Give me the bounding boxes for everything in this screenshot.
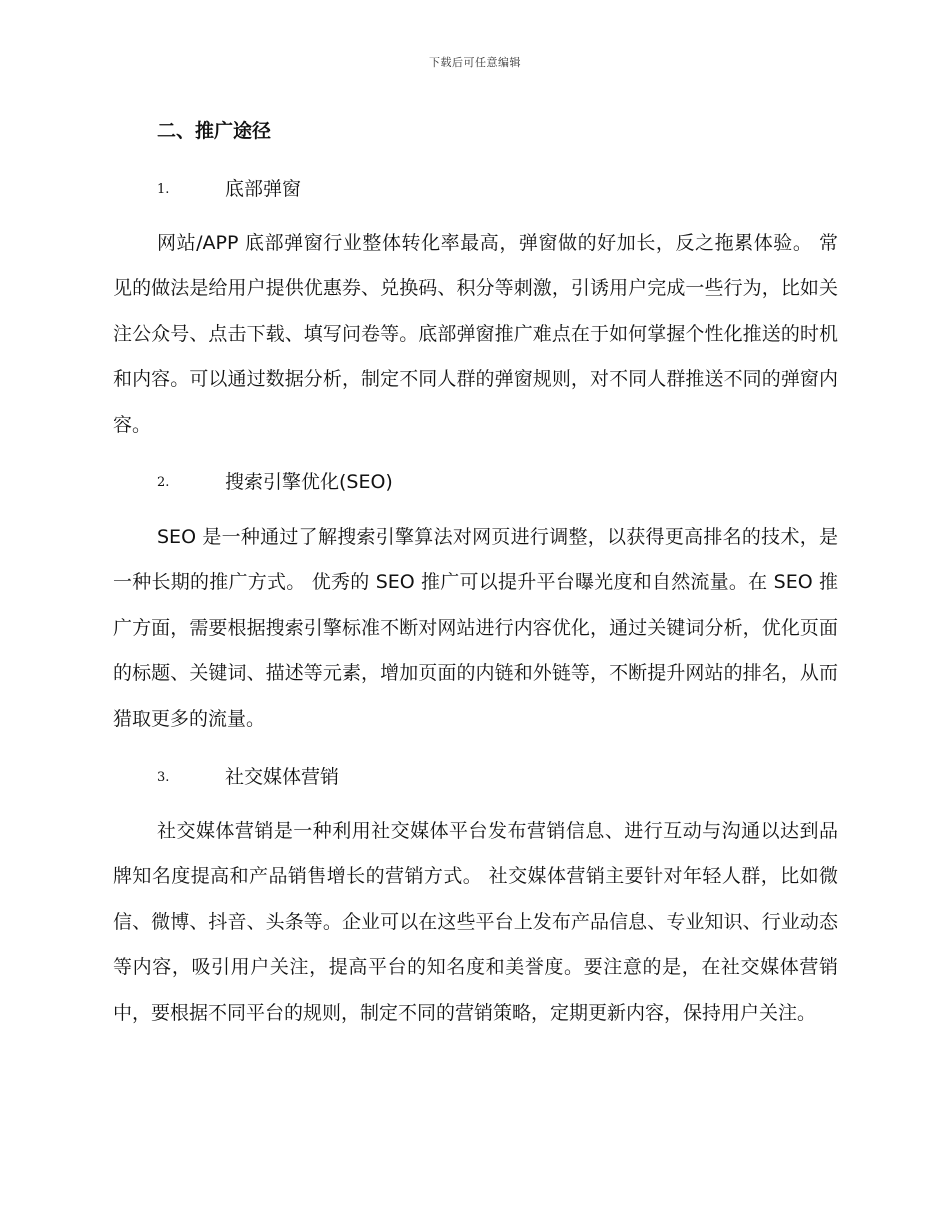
item-heading-seo [157, 467, 393, 494]
page-header: 下载后可任意编辑 [429, 56, 521, 69]
paragraph-social-media: 社交媒体营销是一种利用社交媒体平台发布营销信息、进行互动与沟通以达到品牌知名度提高和产品销售增长的营销方式。 社交媒体营销主要针对年轻人群，比如微信、微博、抖音、头条等。企业可以在这些平台上发布产品信息、专业知识、行业动态等内容，吸引用户关注，提高平台的知名度和美誉度。要注意的是，在社交媒体营销中，要根据不同平台的规则，制定不同的营销策略，定期更新内容，保持用户关注。 [113, 820, 838, 1024]
item-title: 搜索引擎优化(SEO) [225, 471, 393, 493]
section-heading: 二、推广途径 [157, 120, 272, 142]
item-number: 3. [157, 770, 170, 785]
paragraph-seo: SEO 是一种通过了解搜索引擎算法对网页进行调整，以获得更高排名的技术，是一种长期的推广方式。 优秀的 SEO 推广可以提升平台曝光度和自然流量。在 SEO 推广方面，需要根据搜索引擎标准不断对网站进行内容优化，通过关键词分析，优化页面的标题、关键词、描述等元素，增加页面的内链和外链等，不断提升网站的排名，从而猎取更多的流量。 [113, 526, 838, 730]
item-heading-social-media [157, 762, 339, 789]
item-title: 底部弹窗 [225, 178, 302, 200]
item-title: 社交媒体营销 [225, 766, 340, 788]
paragraph-bottom-popup: 网站/APP 底部弹窗行业整体转化率最高，弹窗做的好加长，反之拖累体验。 常见的做法是给用户提供优惠券、兑换码、积分等刺激，引诱用户完成一些行为，比如关注公众号、点击下载、填写问卷等。底部弹窗推广难点在于如何掌握个性化推送的时机和内容。可以通过数据分析，制定不同人群的弹窗规则，对不同人群推送不同的弹窗内容。 [113, 232, 838, 436]
item-heading-bottom-popup [157, 174, 301, 201]
item-number: 2. [157, 475, 170, 490]
item-number: 1. [157, 182, 170, 197]
